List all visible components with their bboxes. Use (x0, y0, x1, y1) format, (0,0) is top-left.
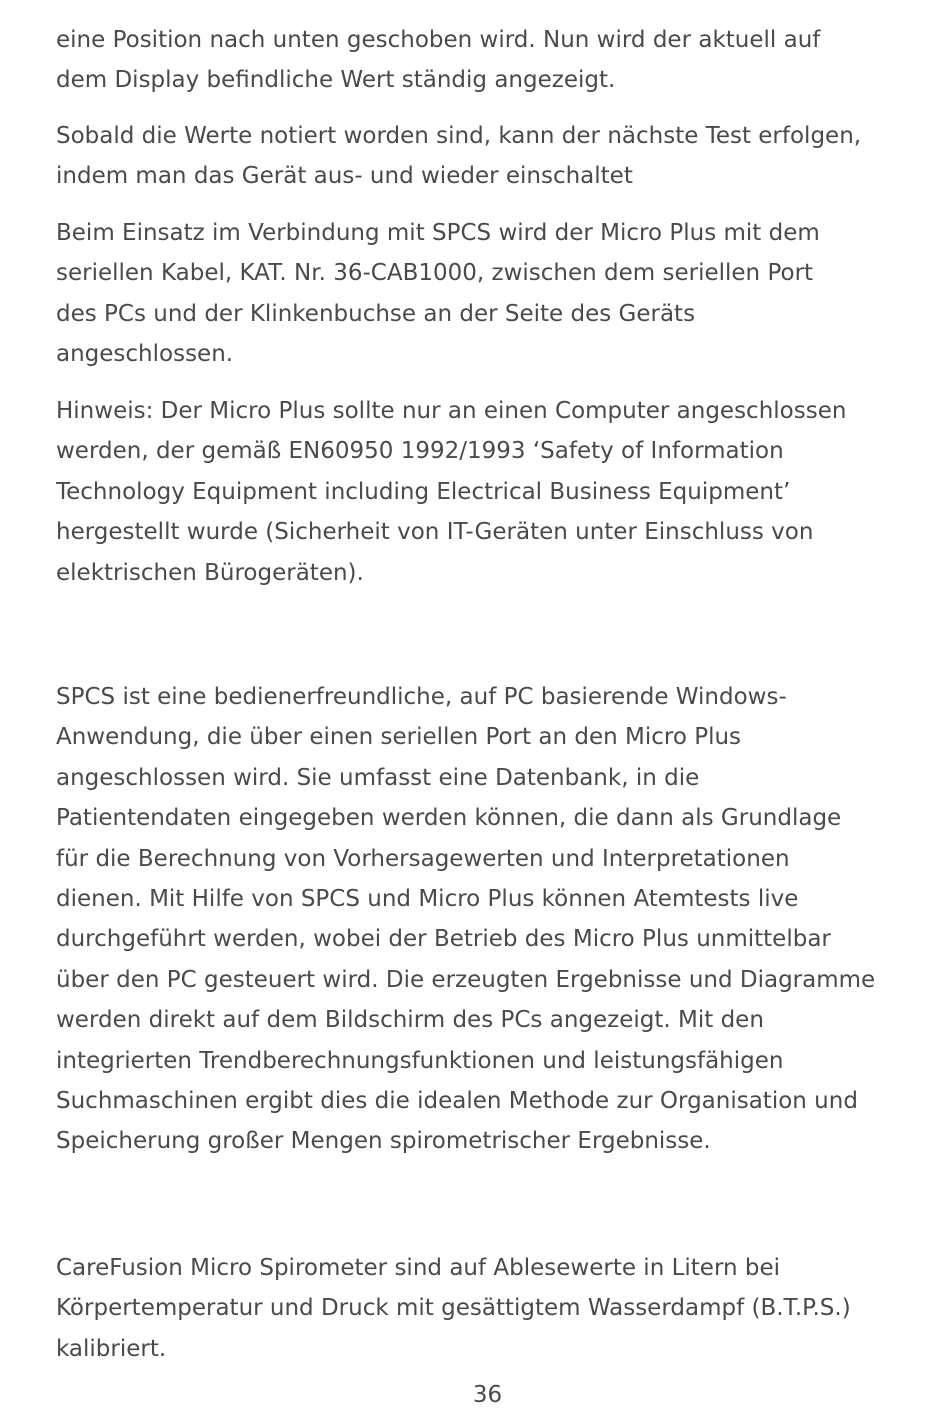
text-line: Beim Einsatz im Verbindung mit SPCS wird der Micro Plus mit dem (56, 220, 820, 246)
text-line: Speicherung großer Mengen spirometrischer Ergebnisse. (56, 1128, 711, 1155)
text-line: CareFusion Micro Spirometer sind auf Ablesewerte in Litern bei (56, 1255, 781, 1281)
text-line: indem man das Gerät aus- und wieder einschaltet (56, 163, 633, 190)
text-line: integrierten Trendberechnungsfunktionen und leistungsfähigen (56, 1047, 784, 1074)
text-line: Suchmaschinen ergibt dies die idealen Methode zur Organisation und (56, 1087, 858, 1114)
text-line: des PCs und der Klinkenbuchse an der Seite des Geräts (56, 300, 696, 327)
text-line: angeschlossen wird. Sie umfasst eine Datenbank, in die (56, 764, 700, 791)
text-line: durchgeführt werden, wobei der Betrieb des Micro Plus unmittelbar (56, 926, 831, 953)
paragraph-display-value (56, 20, 820, 101)
text-line: seriellen Kabel, KAT. Nr. 36-CAB1000, zwischen dem seriellen Port (56, 260, 814, 287)
paragraph-calibration (56, 1248, 851, 1369)
page-number: 36 (472, 1382, 503, 1408)
text-line: elektrischen Bürogeräten). (56, 559, 364, 586)
text-line: über den PC gesteuert wird. Die erzeugten Ergebnisse und Diagramme (56, 966, 876, 993)
paragraph-spcs-connection (56, 213, 820, 375)
text-line: kalibriert. (56, 1335, 167, 1362)
text-line: Patientendaten eingegeben werden können, die dann als Grundlage (56, 805, 842, 832)
text-line: dem Display befindliche Wert ständig angezeigt. (56, 67, 616, 94)
text-line: Hinweis: Der Micro Plus sollte nur an einen Computer angeschlossen (56, 398, 847, 424)
text-line: für die Berechnung von Vorhersagewerten und Interpretationen (56, 845, 790, 872)
text-line: hergestellt wurde (Sicherheit von IT-Geräten unter Einschluss von (56, 519, 814, 546)
text-line: dienen. Mit Hilfe von SPCS und Micro Plus können Atemtests live (56, 885, 799, 912)
text-line: SPCS ist eine bedienerfreundliche, auf PC basierende Windows- (56, 684, 787, 710)
paragraph-next-test (56, 116, 861, 197)
text-line: Sobald die Werte notiert worden sind, kann der nächste Test erfolgen, (56, 123, 862, 149)
paragraph-safety-note (56, 391, 846, 593)
paragraph-spcs-description (56, 677, 875, 1162)
text-line: Technology Equipment including Electrical Business Equipment’ (56, 478, 791, 505)
text-line: werden direkt auf dem Bildschirm des PCs angezeigt. Mit den (56, 1007, 764, 1034)
text-line: Körpertemperatur und Druck mit gesättigtem Wasserdampf (B.T.P.S.) (56, 1295, 851, 1322)
text-line: eine Position nach unten geschoben wird. Nun wird der aktuell auf (56, 27, 821, 53)
text-line: angeschlossen. (56, 341, 234, 368)
text-line: Anwendung, die über einen seriellen Port an den Micro Plus (56, 724, 742, 751)
text-line: werden, der gemäß EN60950 1992/1993 ‘Safety of Information (56, 438, 784, 465)
